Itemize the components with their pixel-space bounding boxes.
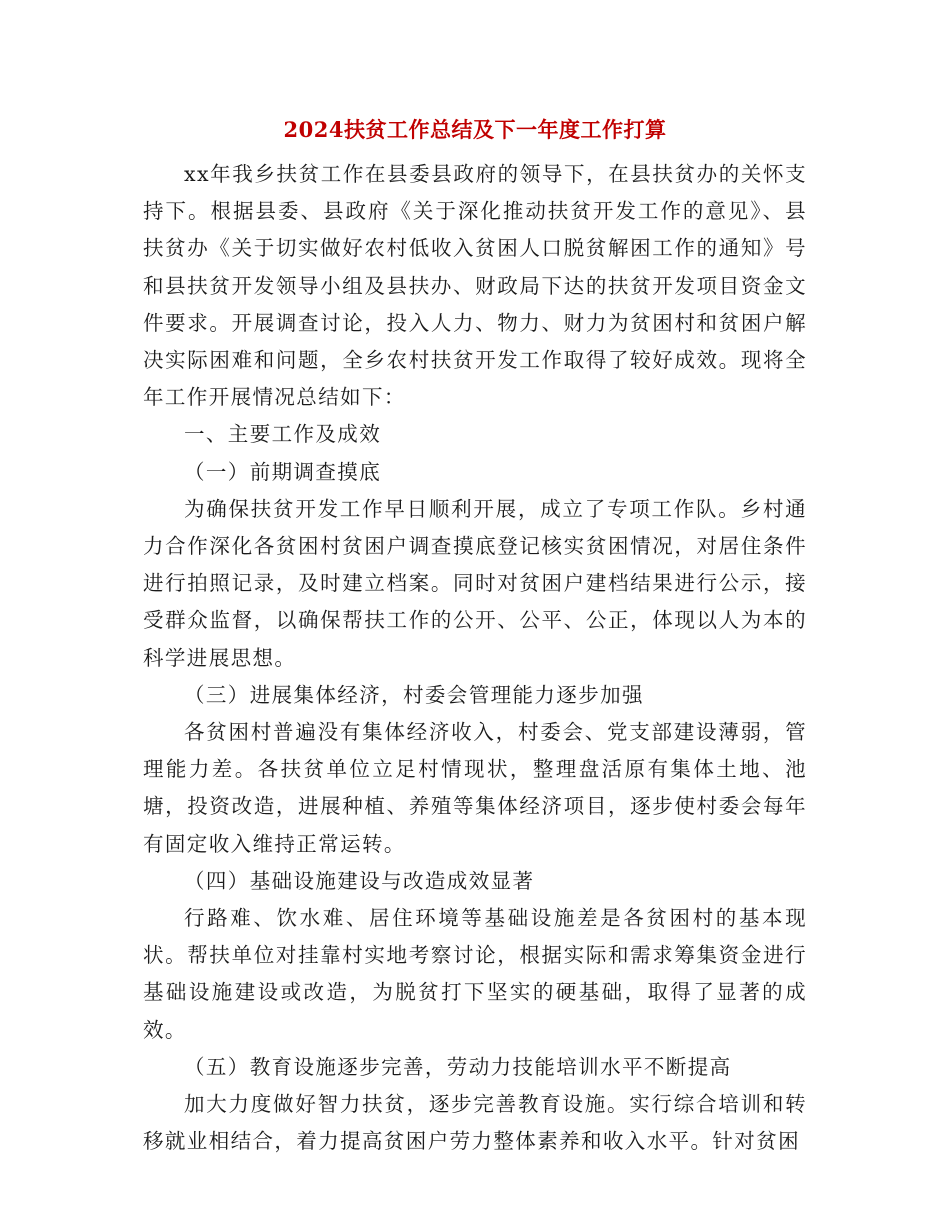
subsection-text-5: 加大力度做好智力扶贫，逐步完善教育设施。实行综合培训和转移就业相结合，着力提高贫困户劳力整体素养和收入水平。针对贫困 bbox=[143, 1092, 807, 1154]
intro-paragraph: xx年我乡扶贫工作在县委县政府的领导下，在县扶贫办的关怀支持下。根据县委、县政府《关于深化推动扶贫开发工作的意见》、县扶贫办《关于切实做好农村低收入贫困人口脱贫解困工作的通知》号和县扶贫开发领导小组及县扶办、财政局下达的扶贫开发项目资金文件要求。开展调查讨论，投入人力、物力、财力为贫困村和贫困户解决实际困难和问题，全乡农村扶贫开发工作取得了较好成效。现将全年工作开展情况总结如下： bbox=[143, 162, 807, 410]
subsection-heading-3: （三）进展集体经济，村委会管理能力逐步加强 bbox=[184, 682, 644, 707]
subsection-heading-4: （四）基础设施建设与改造成效显著 bbox=[184, 868, 535, 893]
subsection-text-1: 为确保扶贫开发工作早日顺利开展，成立了专项工作队。乡村通力合作深化各贫困村贫困户调查摸底登记核实贫困情况，对居住条件进行拍照记录，及时建立档案。同时对贫困户建档结果进行公示，接受群众监督，以确保帮扶工作的公开、公平、公正，体现以人为本的科学进展思想。 bbox=[143, 496, 807, 670]
document-title: 2024扶贫工作总结及下一年度工作打算 bbox=[283, 117, 667, 142]
subsection-text-4: 行路难、饮水难、居住环境等基础设施差是各贫困村的基本现状。帮扶单位对挂靠村实地考察讨论，根据实际和需求筹集资金进行基础设施建设或改造，为脱贫打下坚实的硬基础，取得了显著的成效。 bbox=[143, 906, 807, 1042]
subsection-heading-5: （五）教育设施逐步完善，劳动力技能培训水平不断提高 bbox=[184, 1054, 732, 1079]
subsection-heading-1: （一）前期调查摸底 bbox=[184, 459, 382, 484]
section-heading-main-work: 一、主要工作及成效 bbox=[184, 422, 382, 447]
document-body bbox=[143, 156, 807, 1160]
subsection-text-3: 各贫困村普遍没有集体经济收入，村委会、党支部建设薄弱，管理能力差。各扶贫单位立足村情现状，整理盘活原有集体土地、池塘，投资改造，进展种植、养殖等集体经济项目，逐步使村委会每年有固定收入维持正常运转。 bbox=[143, 720, 807, 856]
